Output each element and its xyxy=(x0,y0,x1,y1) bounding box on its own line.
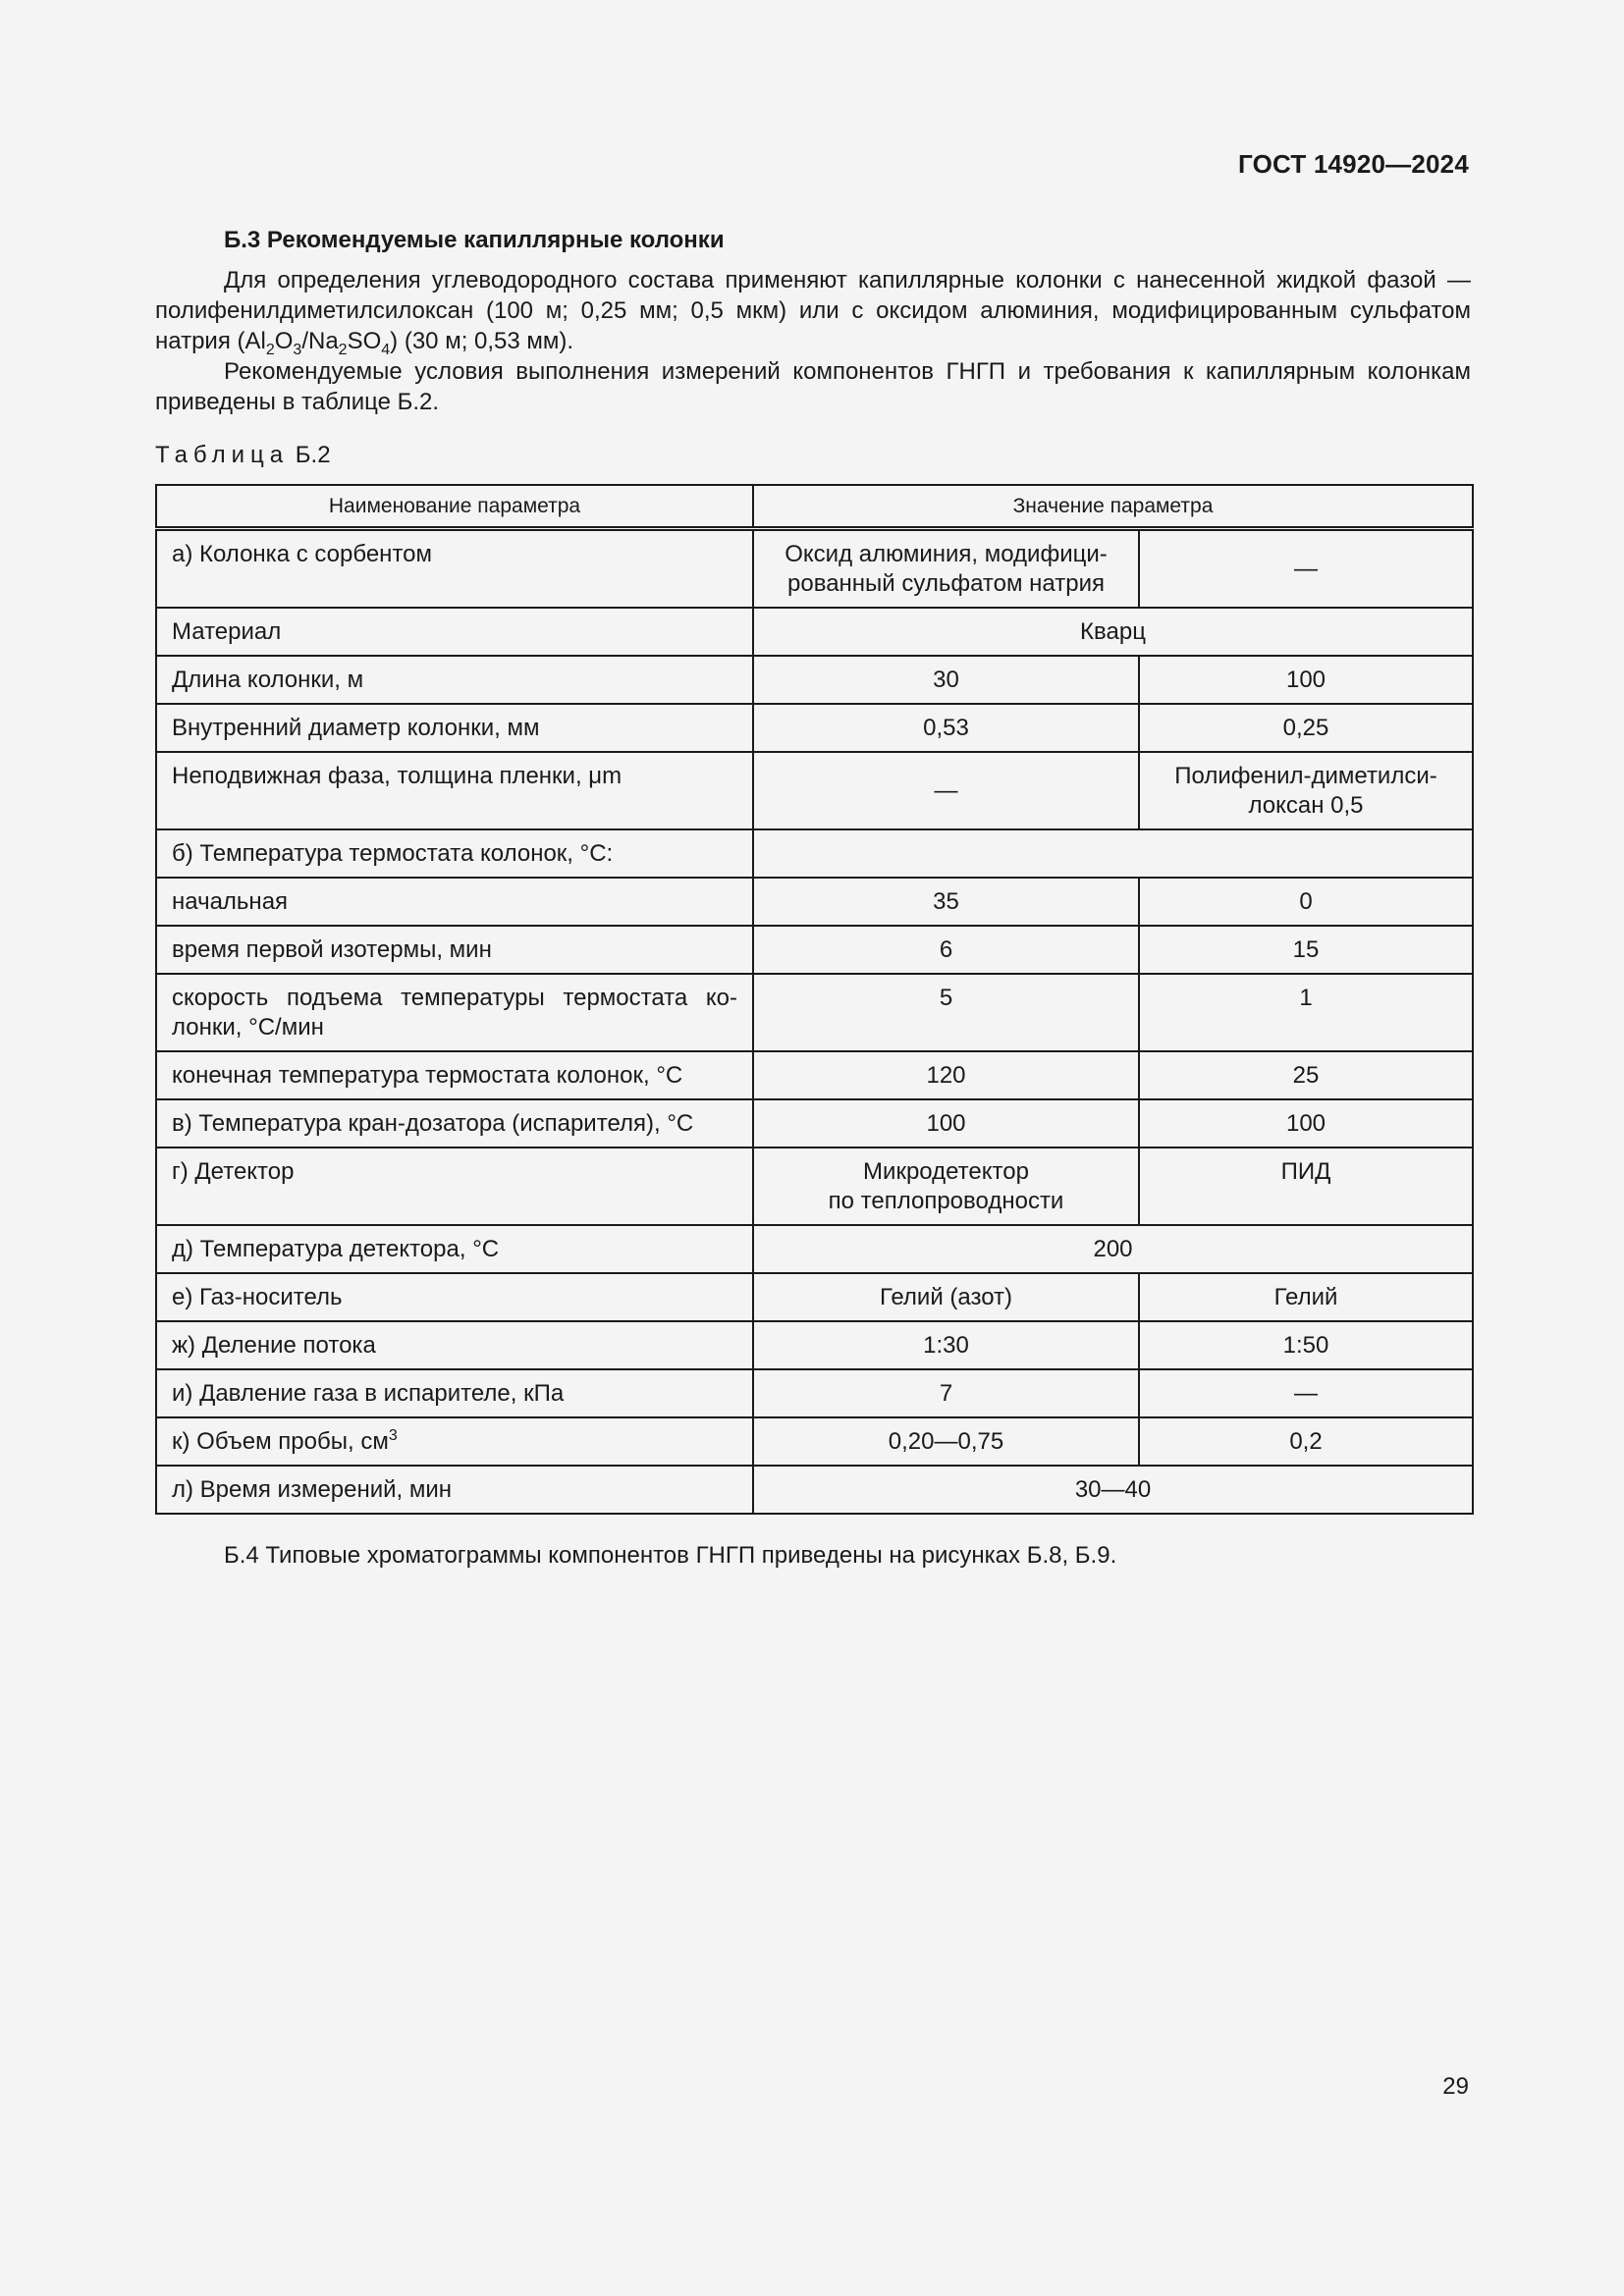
value-cell-2: 0 xyxy=(1139,878,1473,926)
formula-sub: 4 xyxy=(381,341,391,358)
param-cell: начальная xyxy=(156,878,753,926)
value-cell-1: 7 xyxy=(753,1369,1139,1417)
param-line-1: скорость подъема температуры термостата ко- xyxy=(172,985,737,1011)
param-line-2: лонки, °С/мин xyxy=(172,1014,324,1041)
value-cell-2: Полифенил-диметилси-локсан 0,5 xyxy=(1139,752,1473,829)
table-header-row xyxy=(156,485,1473,529)
table-row xyxy=(156,704,1473,752)
value-cell-2: 1 xyxy=(1139,974,1473,1051)
column-header-parameter: Наименование параметра xyxy=(156,485,753,529)
value-cell-2: 25 xyxy=(1139,1051,1473,1099)
value-cell-merged: 200 xyxy=(753,1225,1473,1273)
page-number: 29 xyxy=(1442,2073,1469,2100)
table-row xyxy=(156,1369,1473,1417)
param-cell: в) Температура кран-дозатора (испарителя), °С xyxy=(156,1099,753,1148)
table-row xyxy=(156,1099,1473,1148)
detector-line-2: по теплопроводности xyxy=(828,1188,1064,1214)
table-row xyxy=(156,1148,1473,1225)
table-caption-word: Таблица xyxy=(155,442,290,468)
value-cell-2: 0,2 xyxy=(1139,1417,1473,1466)
table-row xyxy=(156,608,1473,656)
value-cell-merged: 30—40 xyxy=(753,1466,1473,1514)
table-row xyxy=(156,656,1473,704)
table-row xyxy=(156,1273,1473,1321)
value-cell-1: Оксид алюминия, модифици-рованный сульфатом натрия xyxy=(753,529,1139,609)
formula-sub: 3 xyxy=(293,341,302,358)
param-cell xyxy=(156,1417,753,1466)
formula-sub: 2 xyxy=(338,341,348,358)
table-row xyxy=(156,1225,1473,1273)
param-cell: Неподвижная фаза, толщина пленки, μm xyxy=(156,752,753,829)
formula-part: /Na xyxy=(301,328,339,354)
document-code: ГОСТ 14920—2024 xyxy=(1238,149,1469,179)
formula-part: SO xyxy=(347,328,382,354)
param-cell: а) Колонка с сорбентом xyxy=(156,529,753,609)
value-cell-1: 35 xyxy=(753,878,1139,926)
value-cell-2: 15 xyxy=(1139,926,1473,974)
table-caption xyxy=(155,441,1471,470)
table-row xyxy=(156,529,1473,609)
param-text: к) Объем пробы, см xyxy=(172,1428,389,1455)
table-row xyxy=(156,752,1473,829)
value-cell-1: 0,20—0,75 xyxy=(753,1417,1139,1466)
table-row xyxy=(156,926,1473,974)
value-cell-1 xyxy=(753,1148,1139,1225)
value-cell-1: 100 xyxy=(753,1099,1139,1148)
page-content xyxy=(155,226,1471,1594)
param-cell: л) Время измерений, мин xyxy=(156,1466,753,1514)
formula-part: O xyxy=(274,328,294,354)
value-cell-1: 1:30 xyxy=(753,1321,1139,1369)
param-cell xyxy=(156,974,753,1051)
param-cell: конечная температура термостата колонок, °С xyxy=(156,1051,753,1099)
param-cell: Внутренний диаметр колонки, мм xyxy=(156,704,753,752)
column-header-value: Значение параметра xyxy=(753,485,1473,529)
value-cell-2: Гелий xyxy=(1139,1273,1473,1321)
detector-line-1: Микродетектор xyxy=(863,1158,1029,1185)
param-cell: б) Температура термостата колонок, °С: xyxy=(156,829,753,878)
paragraph-2: Рекомендуемые условия выполнения измерений компонентов ГНГП и требования к капиллярным колонкам приведены в таблице Б.2. xyxy=(155,358,1471,415)
value-cell-1: 6 xyxy=(753,926,1139,974)
table-row xyxy=(156,878,1473,926)
value-cell-2: — xyxy=(1139,529,1473,609)
section-b4-note: Б.4 Типовые хроматограммы компонентов ГНГП приведены на рисунках Б.8, Б.9. xyxy=(224,1542,1117,1569)
value-cell-2: 1:50 xyxy=(1139,1321,1473,1369)
paragraph-1-tail: ) (30 м; 0,53 мм). xyxy=(390,328,574,354)
table-row xyxy=(156,1051,1473,1099)
value-cell-1: 120 xyxy=(753,1051,1139,1099)
value-cell-merged xyxy=(753,829,1473,878)
parameters-table xyxy=(155,484,1474,1515)
value-cell-2: 0,25 xyxy=(1139,704,1473,752)
param-cell: г) Детектор xyxy=(156,1148,753,1225)
table-row xyxy=(156,1417,1473,1466)
value-cell-2: 100 xyxy=(1139,1099,1473,1148)
value-cell-1: — xyxy=(753,752,1139,829)
param-cell: д) Температура детектора, °С xyxy=(156,1225,753,1273)
paragraph-1-text: Для определения углеводородного состава применяют капиллярные колонки с нанесенной жидкой фазой — полифенилдиметилсилоксан (100 м; 0,25 мм; 0,5 мкм) или с оксидом алюминия, модифицированным сульфатом натрия (Al xyxy=(155,267,1471,354)
param-superscript: 3 xyxy=(388,1427,398,1444)
value-cell-1: 5 xyxy=(753,974,1139,1051)
value-cell-2: — xyxy=(1139,1369,1473,1417)
param-cell: время первой изотермы, мин xyxy=(156,926,753,974)
value-cell-2: ПИД xyxy=(1139,1148,1473,1225)
param-cell: е) Газ-носитель xyxy=(156,1273,753,1321)
param-cell: и) Давление газа в испарителе, кПа xyxy=(156,1369,753,1417)
value-cell-1: 30 xyxy=(753,656,1139,704)
table-row xyxy=(156,974,1473,1051)
table-row xyxy=(156,829,1473,878)
param-cell: Длина колонки, м xyxy=(156,656,753,704)
table-row xyxy=(156,1321,1473,1369)
param-cell: Материал xyxy=(156,608,753,656)
value-cell-2: 100 xyxy=(1139,656,1473,704)
table-row xyxy=(156,1466,1473,1514)
table-caption-number: Б.2 xyxy=(295,442,331,468)
paragraph-1 xyxy=(155,265,1471,356)
value-cell-1: Гелий (азот) xyxy=(753,1273,1139,1321)
section-title: Б.3 Рекомендуемые капиллярные колонки xyxy=(224,227,725,253)
param-cell: ж) Деление потока xyxy=(156,1321,753,1369)
formula-sub: 2 xyxy=(265,341,275,358)
value-cell-merged: Кварц xyxy=(753,608,1473,656)
value-cell-1: 0,53 xyxy=(753,704,1139,752)
